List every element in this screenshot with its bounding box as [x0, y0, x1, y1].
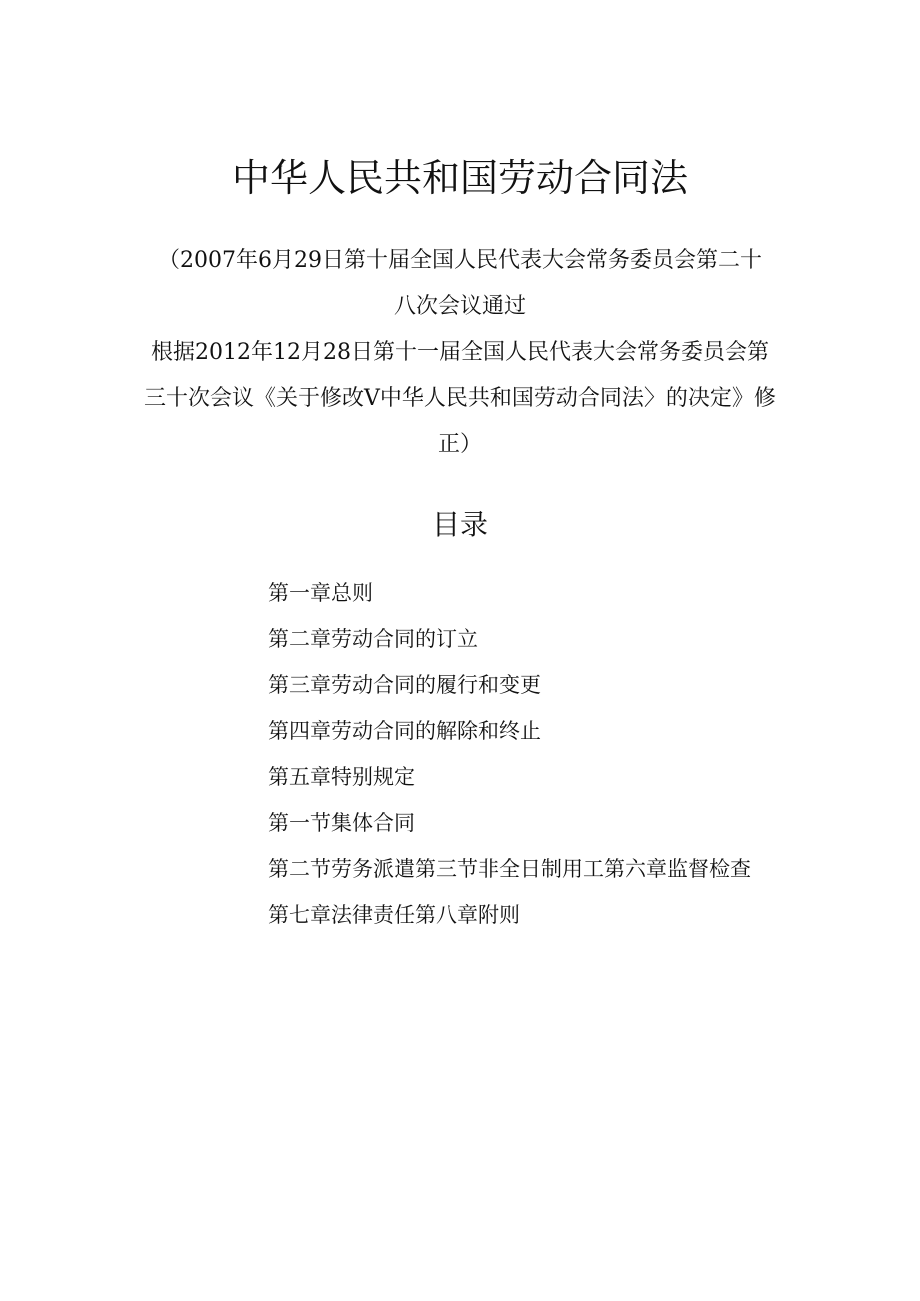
toc-item: 第二节劳务派遣第三节非全日制用工第六章监督检查 [268, 857, 751, 881]
toc-heading: 目录 [431, 508, 488, 541]
adoption-note-line-2: 八次会议通过 [393, 294, 526, 319]
adoption-note-line-1: （2007年6月29日第十届全国人民代表大会常务委员会第二十 [158, 248, 762, 273]
toc-item: 第四章劳动合同的解除和终止 [268, 719, 541, 743]
toc-item: 第一章总则 [268, 581, 373, 605]
toc-item: 第五章特别规定 [268, 765, 415, 789]
toc-item: 第三章劳动合同的履行和变更 [268, 673, 541, 697]
adoption-note-line-3: 根据2012年12月28日第十一届全国人民代表大会常务委员会第 [151, 340, 769, 365]
toc-item: 第七章法律责任第八章附则 [268, 903, 520, 927]
toc-item: 第一节集体合同 [268, 811, 415, 835]
adoption-note-line-5: 正） [437, 432, 482, 457]
toc-item: 第二章劳动合同的订立 [268, 627, 478, 651]
document-title: 中华人民共和国劳动合同法 [231, 156, 688, 200]
adoption-note-line-4: 三十次会议《关于修改V中华人民共和国劳动合同法〉的决定》修 [144, 386, 776, 411]
table-of-contents [268, 570, 888, 938]
